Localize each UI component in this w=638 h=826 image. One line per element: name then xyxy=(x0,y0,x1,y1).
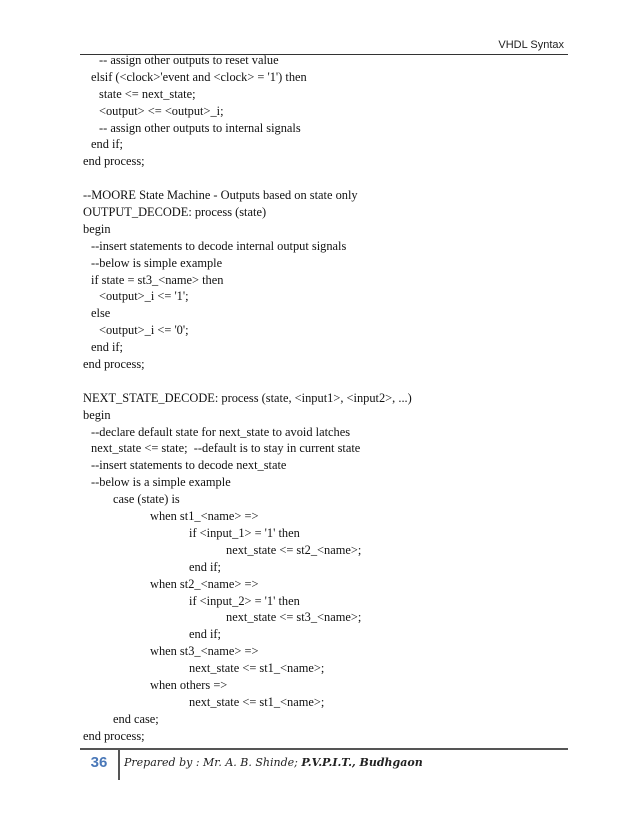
page-footer xyxy=(80,748,568,780)
code-line: if <input_1> = '1' then xyxy=(189,525,300,540)
code-line: end if; xyxy=(189,627,221,642)
code-line: state <= next_state; xyxy=(99,86,196,101)
code-line: case (state) is xyxy=(113,492,180,507)
code-block xyxy=(83,52,553,745)
footer-rule xyxy=(80,748,568,750)
code-line: end process; xyxy=(83,357,145,372)
code-line: next_state <= st1_<name>; xyxy=(189,661,325,676)
code-line: <output> <= <output>_i; xyxy=(99,103,224,118)
code-line: when st2_<name> => xyxy=(150,576,259,591)
code-line: --below is a simple example xyxy=(91,475,231,490)
code-line: if state = st3_<name> then xyxy=(91,272,224,287)
code-line: <output>_i <= '1'; xyxy=(99,289,189,304)
code-line: if <input_2> = '1' then xyxy=(189,593,300,608)
code-line: <output>_i <= '0'; xyxy=(99,323,189,338)
code-line: begin xyxy=(83,407,111,422)
code-line: -- assign other outputs to reset value xyxy=(99,53,279,67)
blank-line xyxy=(83,170,553,187)
code-line: next_state <= st2_<name>; xyxy=(226,542,362,557)
page-number: 36 xyxy=(90,754,108,771)
code-line: next_state <= st1_<name>; xyxy=(189,694,325,709)
code-line: --MOORE State Machine - Outputs based on state only xyxy=(83,188,358,203)
code-line: end if; xyxy=(91,137,123,152)
code-line: OUTPUT_DECODE: process (state) xyxy=(83,205,267,220)
code-line: when st3_<name> => xyxy=(150,644,259,659)
code-line: when st1_<name> => xyxy=(150,509,259,524)
code-line: next_state <= st3_<name>; xyxy=(226,610,362,625)
code-line: end if; xyxy=(91,340,123,355)
header-title: VHDL Syntax xyxy=(498,39,564,51)
institute-name: P.V.P.I.T., Budhgaon xyxy=(301,756,423,769)
footer-separator xyxy=(118,750,120,780)
code-line: end case; xyxy=(113,711,159,726)
code-line: --below is simple example xyxy=(91,255,223,270)
code-line: -- assign other outputs to internal signals xyxy=(99,120,301,135)
code-line: end if; xyxy=(189,559,221,574)
code-line: NEXT_STATE_DECODE: process (state, <input1>, <input2>, ...) xyxy=(83,390,412,405)
code-line: begin xyxy=(83,221,111,236)
code-line: --insert statements to decode next_state xyxy=(91,458,287,473)
prepared-by-label: Prepared by : Mr. A. B. Shinde; xyxy=(124,756,302,769)
code-line: --insert statements to decode internal output signals xyxy=(91,238,347,253)
code-line: end process; xyxy=(83,728,145,743)
code-line: next_state <= state; --default is to stay in current state xyxy=(91,441,361,456)
blank-line xyxy=(83,373,553,390)
code-line: --declare default state for next_state to avoid latches xyxy=(91,424,351,439)
code-line: elsif (<clock>'event and <clock> = '1') then xyxy=(91,69,307,84)
code-line: when others => xyxy=(150,677,228,692)
code-line: else xyxy=(91,306,111,321)
prepared-by xyxy=(124,756,423,769)
code-line: end process; xyxy=(83,154,145,169)
